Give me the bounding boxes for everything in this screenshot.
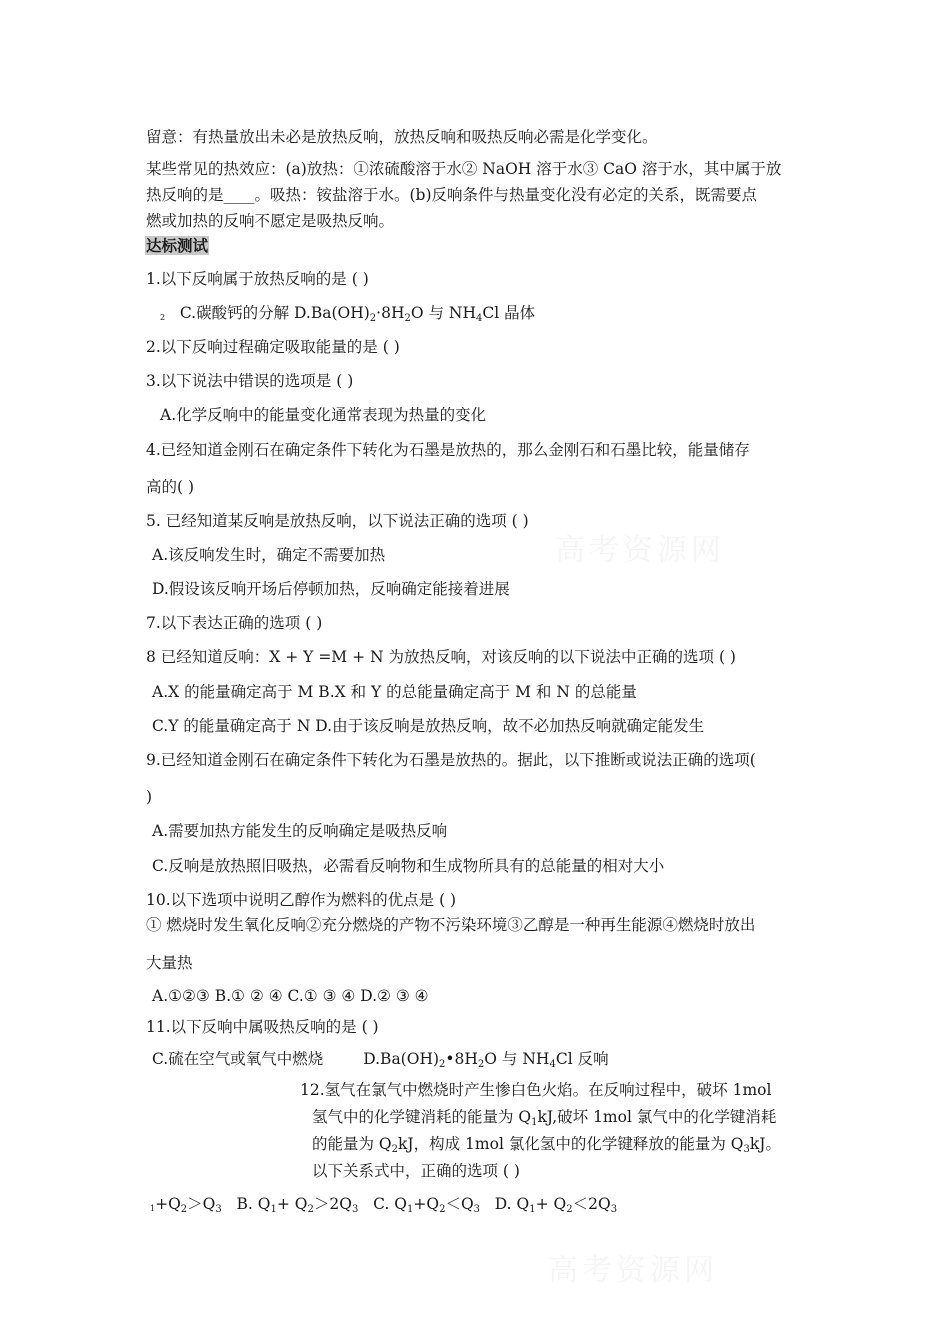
question-10-line: 大量热: [146, 954, 193, 972]
subscript: 1: [529, 1204, 536, 1215]
subscript: 1: [531, 1117, 538, 1128]
text: ＞2Q: [313, 1195, 352, 1213]
subscript: 2: [477, 1059, 485, 1070]
subscript: 1: [270, 1204, 277, 1215]
text: +Q: [155, 1195, 181, 1213]
text: kJ,破坏 1mol 氯气中的化学键消耗: [537, 1108, 777, 1126]
question-3-option-a: A.化学反响中的能量变化通常表现为热量的变化: [160, 406, 487, 424]
question-1-options: [160, 303, 535, 328]
question-9-line: 9.已经知道金刚石在确定条件下转化为石墨是放热的。据此，以下推断或说法正确的选项(: [146, 751, 756, 769]
option-text: O 与 NH: [484, 1050, 550, 1068]
question-4-line: 高的( ): [146, 478, 195, 496]
heat-effects-line: 热反响的是____。吸热：铵盐溶于水。(b)反响条件与热量变化没有必定的关系，既需要点: [146, 186, 758, 204]
text: ＜2Q: [572, 1195, 611, 1213]
fragment-subscript: 1: [150, 1204, 156, 1213]
question-12-options: [150, 1194, 617, 1219]
question-11-options: [152, 1049, 609, 1069]
note-line: 留意：有热量放出未必是放热反响，放热反响和吸热反响必需是化学变化。: [146, 128, 658, 146]
subscript: 2: [566, 1204, 573, 1215]
subscript: 3: [351, 1204, 359, 1215]
subscript: 2: [439, 1059, 446, 1070]
text: 的能量为 Q: [312, 1135, 392, 1153]
text: kJ。: [749, 1135, 781, 1153]
subscript: 2: [180, 1204, 188, 1215]
text: 氢气中的化学键消耗的能量为 Q: [312, 1108, 532, 1126]
question-12-line: [312, 1134, 781, 1154]
subscript: 3: [743, 1144, 750, 1155]
subscript: 4: [476, 313, 483, 324]
option-text: •8H: [445, 1050, 478, 1068]
question-10-line: ① 燃烧时发生氧化反响②充分燃烧的产物不污染环境③乙醇是一种再生能源④燃烧时放出: [146, 916, 756, 934]
question-3-stem: 3.以下说法中错误的选项是 ( ): [146, 372, 354, 390]
subscript: 1: [406, 1204, 414, 1215]
question-9-line: ): [146, 788, 153, 806]
question-12-line: [312, 1107, 776, 1127]
heat-effects-line: 燃或加热的反响不愿定是吸热反响。: [146, 212, 395, 230]
watermark: 高考资源网: [548, 1253, 718, 1288]
option-text: ·8H: [376, 304, 405, 322]
question-5-option-a: A.该反响发生时，确定不需要加热: [152, 546, 386, 564]
watermark: 高考资源网: [555, 533, 725, 568]
subscript: 3: [215, 1204, 222, 1215]
subscript: 3: [473, 1204, 481, 1215]
question-8-stem: 8 已经知道反响：X + Y =M + N 为放热反响，对该反响的以下说法中正确的选项 ( ): [146, 648, 736, 666]
text: B. Q: [221, 1195, 271, 1213]
question-4-line: 4.已经知道金刚石在确定条件下转化为石墨是放热的，那么金刚石和石墨比较，能量储存: [146, 441, 750, 459]
section-title: 达标测试: [146, 236, 209, 255]
question-5-option-d: D.假设该反响开场后停顿加热，反响确定能接着进展: [152, 580, 510, 598]
question-12-line: 12.氢气在氯气中燃烧时产生惨白色火焰。在反响过程中，破坏 1mol: [300, 1081, 772, 1099]
option-text: O 与 NH: [410, 304, 477, 322]
subscript: 2: [369, 313, 377, 324]
question-7-stem: 7.以下表达正确的选项 ( ): [146, 614, 323, 632]
question-10-stem: 10.以下选项中说明乙醇作为燃料的优点是 ( ): [146, 891, 457, 909]
question-9-option-c: C.反响是放热照旧吸热，必需看反响物和生成物所具有的总能量的相对大小: [152, 857, 665, 875]
option-text: D.Ba(OH): [363, 1050, 440, 1068]
question-9-option-a: A.需要加热方能发生的反响确定是吸热反响: [152, 822, 448, 840]
text: kJ，构成 1mol 氯化氢中的化学键释放的能量为 Q: [398, 1135, 744, 1153]
text: + Q: [276, 1195, 308, 1213]
fragment-subscript: 2: [160, 313, 166, 322]
text: C. Q: [358, 1195, 407, 1213]
subscript: 3: [610, 1204, 618, 1215]
question-8-options-cd: C.Y 的能量确定高于 N D.由于该反响是放热反响，故不必加热反响就确定能发生: [152, 717, 705, 735]
question-10-options: A.①②③ B.① ② ④ C.① ③ ④ D.② ③ ④: [152, 987, 429, 1005]
option-text: Cl 晶体: [482, 304, 536, 322]
question-2-stem: 2.以下反响过程确定吸取能量的是 ( ): [146, 338, 400, 356]
question-12-line: 以下关系式中，正确的选项 ( ): [312, 1162, 520, 1180]
heat-effects-line: 某些常见的热效应：(a)放热：①浓硫酸溶于水② NaOH 溶于水③ CaO 溶于水，其中属于放: [146, 160, 782, 178]
question-1-stem: 1.以下反响属于放热反响的是 ( ): [146, 270, 369, 288]
option-text: C.硫在空气或氧气中燃烧: [152, 1050, 324, 1068]
option-text: C.碳酸钙的分解 D.Ba(OH): [179, 304, 370, 322]
text: +Q: [413, 1195, 440, 1213]
subscript: 2: [439, 1204, 446, 1215]
subscript: 2: [404, 313, 411, 324]
text: D. Q: [480, 1195, 530, 1213]
subscript: 2: [307, 1204, 314, 1215]
section-title-wrap: [145, 236, 209, 256]
text: + Q: [535, 1195, 567, 1213]
question-11-stem: 11.以下反响中属吸热反响的是 ( ): [146, 1018, 379, 1036]
subscript: 4: [549, 1059, 556, 1070]
question-5-stem: 5. 已经知道某反响是放热反响，以下说法正确的选项 ( ): [146, 512, 529, 530]
question-8-options-ab: A.X 的能量确定高于 M B.X 和 Y 的总能量确定高于 M 和 N 的总能量: [152, 683, 637, 701]
subscript: 2: [391, 1144, 399, 1155]
option-text: Cl 反响: [555, 1050, 609, 1068]
text: ＜Q: [445, 1195, 474, 1213]
text: ＞Q: [187, 1195, 216, 1213]
